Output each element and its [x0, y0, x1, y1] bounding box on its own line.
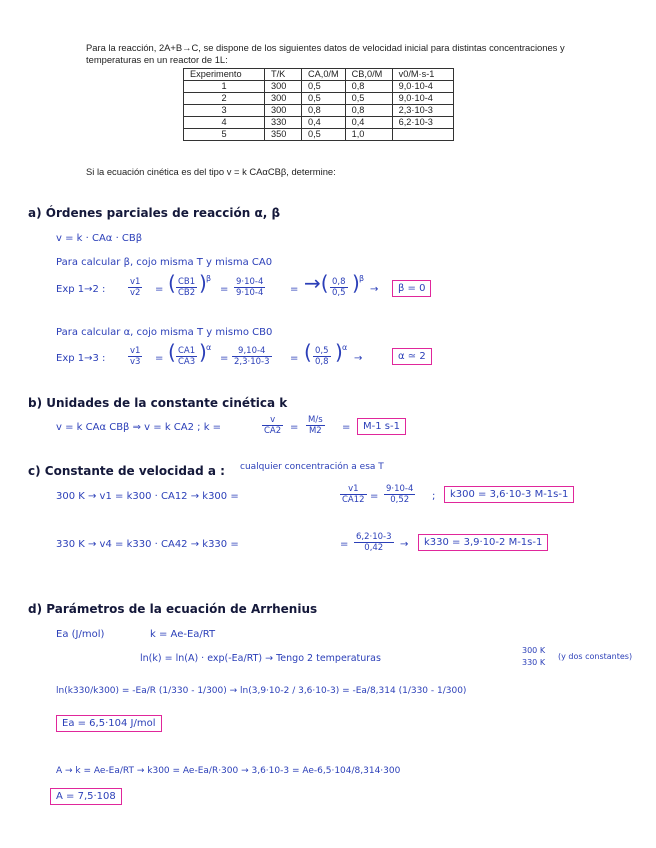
denominator: M2 [308, 426, 322, 436]
numerator: v1 [340, 484, 367, 495]
k300-fraction [340, 484, 367, 505]
denominator: CA3 [178, 357, 196, 367]
a-result-box: A = 7,5·108 [50, 788, 122, 805]
numerator: v [262, 415, 283, 426]
table-header-row [184, 69, 454, 81]
k300-fraction-values [384, 484, 415, 505]
arrow-paren-icon: →( [304, 271, 329, 295]
beta-note: Para calcular β, cojo misma T y misma CA0 [56, 257, 273, 268]
beta-fraction-v [128, 277, 142, 298]
denominator: v3 [130, 357, 141, 367]
denominator: 0,52 [390, 495, 410, 505]
beta-fraction-c [176, 277, 197, 298]
table-cell: 300 [265, 93, 302, 105]
denominator: 9·10-4 [236, 288, 264, 298]
part-c-heading: c) Constante de velocidad a : [28, 464, 225, 478]
table-cell: 0,4 [345, 117, 392, 129]
equals-sign: = [290, 284, 299, 295]
paren-close-icon: ) [199, 340, 207, 364]
table-cell: 0,8 [345, 105, 392, 117]
table-cell: 0,5 [302, 129, 346, 141]
ea-units: Ea (J/mol) [56, 629, 105, 640]
table-cell: 0,5 [302, 81, 346, 93]
denominator: 0,8 [315, 357, 329, 367]
table-cell: 0,8 [345, 81, 392, 93]
denominator: 0,5 [332, 288, 346, 298]
alpha-fraction-c [176, 346, 197, 367]
table-cell: 300 [265, 105, 302, 117]
table-cell: 4 [184, 117, 265, 129]
table-cell: 300 [265, 81, 302, 93]
problem-statement-line-2: temperaturas en un reactor de 1L: [86, 54, 228, 65]
table-cell: 2,3·10-3 [392, 105, 453, 117]
alpha-exponent: α [206, 343, 212, 352]
table-cell: 0,4 [302, 117, 346, 129]
table-cell: 350 [265, 129, 302, 141]
numerator: 6,2·10-3 [356, 532, 392, 542]
table-header: Experimento [184, 69, 265, 81]
alpha-experiments: Exp 1→3 : [56, 353, 106, 364]
table-header: CB,0/M [345, 69, 392, 81]
denominator: CA12 [342, 495, 365, 505]
numerator: M/s [308, 415, 323, 425]
temperature-300: 300 K [522, 646, 546, 655]
separator: ; [432, 491, 436, 502]
equals-sign: = [155, 353, 164, 364]
paren-close-icon: ) [199, 271, 207, 295]
denominator: 2,3·10-3 [234, 357, 270, 367]
part-b-heading: b) Unidades de la constante cinética k [28, 396, 288, 410]
arrow-icon: → [370, 284, 379, 295]
table-row [184, 93, 454, 105]
k300-result-box: k300 = 3,6·10-3 M-1s-1 [444, 486, 574, 503]
numerator: CB1 [178, 277, 196, 287]
denominator: CA2 [264, 426, 282, 436]
table-header: T/K [265, 69, 302, 81]
numerator: v1 [130, 277, 141, 287]
equals-sign: = [220, 353, 229, 364]
table-cell [392, 129, 453, 141]
units-derivation: v = k CAα CBβ ⇒ v = k CA2 ; k = [56, 422, 222, 433]
concentration-note: cualquier concentración a esa T [240, 462, 384, 472]
table-cell: 9,0·10-4 [392, 93, 453, 105]
ln-linearization: ln(k) = ln(A) · exp(-Ea/RT) → Tengo 2 temperaturas [140, 653, 381, 664]
alpha-fraction-v [128, 346, 142, 367]
table-cell: 330 [265, 117, 302, 129]
rate-law: v = k · CAα · CBβ [56, 233, 143, 244]
numerator: 9,10-4 [232, 346, 272, 357]
ea-result-box: Ea = 6,5·104 J/mol [56, 715, 162, 732]
data-table [183, 68, 454, 141]
equals-sign: = [340, 539, 349, 550]
numerator: 0,5 [315, 346, 329, 356]
table-cell: 1,0 [345, 129, 392, 141]
table-cell: 0,8 [302, 105, 346, 117]
table-cell: 3 [184, 105, 265, 117]
beta-experiments: Exp 1→2 : [56, 284, 106, 295]
pre-exponential-derivation: A → k = Ae-Ea/RT → k300 = Ae-Ea/R·300 → 3,6·10-3 = Ae-6,5·104/8,314·300 [56, 766, 401, 776]
table-cell: 9,0·10-4 [392, 81, 453, 93]
units-fraction-2 [306, 415, 325, 436]
denominator: v2 [130, 288, 141, 298]
numerator: 9·10-4 [236, 277, 264, 287]
problem-question: Si la ecuación cinética es del tipo v = k CAαCBβ, determine: [86, 166, 336, 177]
alpha-note: Para calcular α, cojo misma T y mismo CB0 [56, 327, 273, 338]
beta-fraction-values [234, 277, 265, 298]
beta-result-box: β = 0 [392, 280, 431, 297]
equals-sign: = [220, 284, 229, 295]
paren-close-icon: ) [335, 340, 343, 364]
paren-close-icon: ) [352, 271, 360, 295]
numerator: CA1 [178, 346, 196, 356]
table-header: v0/M·s-1 [392, 69, 453, 81]
equals-sign: = [290, 353, 299, 364]
numerator: 9·10-4 [386, 484, 414, 494]
table-cell: 5 [184, 129, 265, 141]
table-row [184, 81, 454, 93]
equals-sign: = [342, 422, 351, 433]
equals-sign: = [370, 491, 379, 502]
table-cell: 2 [184, 93, 265, 105]
problem-statement-line-1: Para la reacción, 2A+B→C, se dispone de los siguientes datos de velocidad inicial para distintas concentraciones y [86, 42, 565, 53]
paren-open-icon: ( [168, 340, 176, 364]
alpha-result-box: α ≃ 2 [392, 348, 432, 365]
beta-exponent: β [206, 274, 212, 283]
numerator: 0,8 [332, 277, 346, 287]
units-fraction-1 [262, 415, 283, 436]
temperature-330: 330 K [522, 658, 546, 667]
k330-derivation: 330 K → v4 = k330 · CA42 → k330 = [56, 539, 239, 550]
part-a-heading: a) Órdenes parciales de reacción α, β [28, 206, 281, 220]
temperatures-note: (y dos constantes) [558, 652, 633, 661]
table-cell: 0,5 [302, 93, 346, 105]
denominator: 0,42 [364, 543, 384, 553]
table-cell: 1 [184, 81, 265, 93]
table-header: CA,0/M [302, 69, 346, 81]
beta-exponent: β [359, 274, 365, 283]
table-cell: 6,2·10-3 [392, 117, 453, 129]
alpha-fraction-values [232, 346, 272, 367]
equals-sign: = [155, 284, 164, 295]
table-row [184, 129, 454, 141]
k300-derivation: 300 K → v1 = k300 · CA12 → k300 = [56, 491, 239, 502]
paren-open-icon: ( [304, 340, 312, 364]
table-row [184, 105, 454, 117]
ln-ratio-equation: ln(k330/k300) = -Ea/R (1/330 - 1/300) → ln(3,9·10-2 / 3,6·10-3) = -Ea/8,314 (1/330 - 1/300) [56, 686, 467, 696]
paren-open-icon: ( [168, 271, 176, 295]
arrow-icon: → [400, 539, 409, 550]
numerator: v1 [130, 346, 141, 356]
k330-fraction-values [354, 532, 394, 553]
equals-sign: = [290, 422, 299, 433]
table-row [184, 117, 454, 129]
table-cell: 0,5 [345, 93, 392, 105]
part-d-heading: d) Parámetros de la ecuación de Arrhenius [28, 602, 318, 616]
beta-fraction-conc [330, 277, 348, 298]
alpha-exponent: α [342, 343, 348, 352]
arrhenius-equation: k = Ae-Ea/RT [150, 629, 216, 640]
k330-result-box: k330 = 3,9·10-2 M-1s-1 [418, 534, 548, 551]
denominator: CB2 [178, 288, 196, 298]
alpha-fraction-conc [313, 346, 331, 367]
units-result-box: M-1 s-1 [357, 418, 406, 435]
arrow-icon: → [354, 353, 363, 364]
